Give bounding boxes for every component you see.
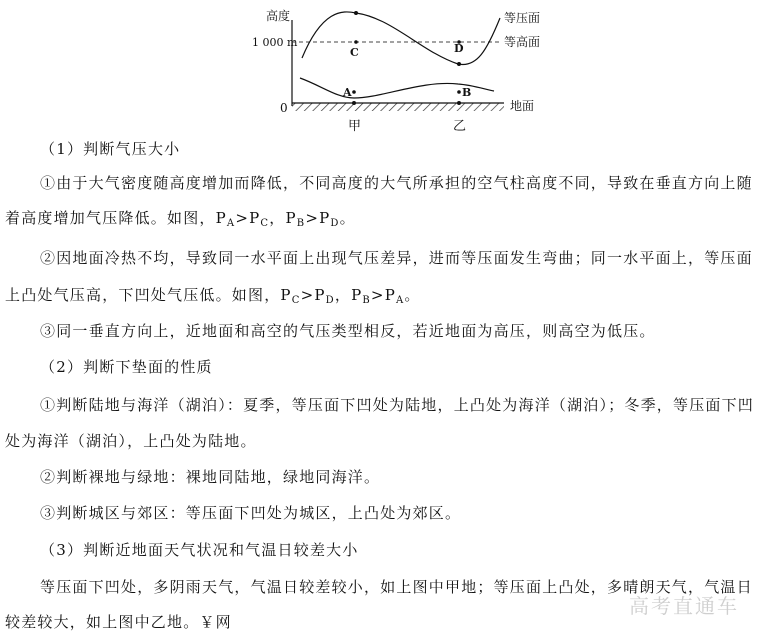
formula-pa-sub: A: [226, 218, 236, 229]
formula-sep: ，: [269, 209, 286, 227]
formula-pd: P: [319, 209, 331, 227]
point-c-dot: [354, 11, 358, 15]
point-b-ground-dot: [457, 101, 461, 105]
watermark: 高考直通车: [629, 594, 739, 618]
s3-p1-line2: 较差较大，如上图中乙地。￥网: [5, 613, 232, 631]
ground-label: 地面: [510, 99, 535, 113]
y-axis-label: 高度: [266, 9, 291, 23]
formula-pd: P: [314, 286, 326, 304]
s1-p1-line2: [5, 207, 356, 235]
section3-title: （3）判断近地面天气状况和气温日较差大小: [40, 541, 359, 559]
x-label-jia: 甲: [348, 119, 362, 134]
formula-pb: P: [351, 286, 363, 304]
formula-pa: P: [384, 286, 396, 304]
formula-op: >: [370, 286, 385, 304]
formula-op: >: [300, 286, 315, 304]
isohypse-label: 等高面: [504, 35, 541, 49]
formula-pc: P: [249, 209, 261, 227]
point-c-label: C: [350, 46, 359, 59]
formula-pc: P: [280, 286, 292, 304]
point-a-ground-dot: [352, 101, 356, 105]
formula-end: 。: [404, 286, 421, 304]
point-b-label: B: [462, 86, 472, 99]
s1-p2-line2-text: 上凸处气压高，下凹处气压低。如图，: [5, 286, 281, 304]
upper-isobar-curve: [302, 12, 500, 65]
ground-hatch: [292, 103, 504, 111]
point-d-dot: [457, 62, 461, 66]
x-label-yi: 乙: [453, 119, 467, 134]
formula-op: >: [305, 209, 320, 227]
formula-sep: ，: [334, 286, 352, 304]
point-c-level-dot: [354, 40, 358, 44]
point-b-dot: [457, 90, 461, 94]
s2-p1-line1: ①判断陆地与海洋（湖泊）：夏季，等压面下凹处为陆地，上凸处为海洋（湖泊）；冬季，等压面下凹: [40, 396, 755, 414]
s2-p3: ③判断城区与郊区：等压面下凹处为城区，上凸处为郊区。: [40, 504, 462, 522]
s1-p1-line1: ①由于大气密度随高度增加而降低，不同高度的大气所承担的空气柱高度不同，导致在垂直方向上随: [40, 174, 753, 192]
section1-title: （1）判断气压大小: [40, 140, 181, 158]
formula-end: 。: [339, 209, 356, 227]
formula-pb-sub: B: [362, 295, 371, 306]
isobar-diagram: [252, 0, 552, 136]
formula-pc-sub: C: [291, 295, 301, 306]
formula-pd-sub: D: [325, 295, 335, 306]
level-label: 1 000 m: [252, 36, 298, 49]
s1-p3: ③同一垂直方向上，近地面和高空的气压类型相反，若近地面为高压，则高空为低压。: [40, 322, 656, 340]
formula-pb: P: [285, 209, 297, 227]
s1-p2-line2: [5, 284, 421, 312]
formula-pa-sub: A: [396, 295, 405, 306]
isobar-label: 等压面: [504, 11, 541, 25]
formula-pd-sub: D: [330, 218, 340, 229]
formula-op: >: [235, 209, 250, 227]
point-d-label: D: [454, 42, 464, 55]
point-a-label: A: [343, 86, 352, 99]
formula-pc-sub: C: [260, 218, 270, 229]
s2-p1-line2: 处为海洋（湖泊），上凸处为陆地。: [5, 432, 257, 450]
formula-pb-sub: B: [296, 218, 306, 229]
origin-label: 0: [280, 101, 288, 115]
point-a-dot: [352, 90, 356, 94]
s3-p1-line1: 等压面下凹处，多阴雨天气，气温日较差较小，如上图中甲地；等压面上凸处，多晴朗天气，气温日: [40, 578, 753, 596]
s1-p1-line2-text: 着高度增加气压降低。如图，: [5, 209, 216, 227]
s1-p2-line1: ②因地面冷热不均，导致同一水平面上出现气压差异，进而等压面发生弯曲；同一水平面上，等压面: [40, 249, 753, 267]
section2-title: （2）判断下垫面的性质: [40, 358, 213, 376]
s2-p2: ②判断裸地与绿地：裸地同陆地，绿地同海洋。: [40, 468, 381, 486]
formula-pa: P: [215, 209, 227, 227]
